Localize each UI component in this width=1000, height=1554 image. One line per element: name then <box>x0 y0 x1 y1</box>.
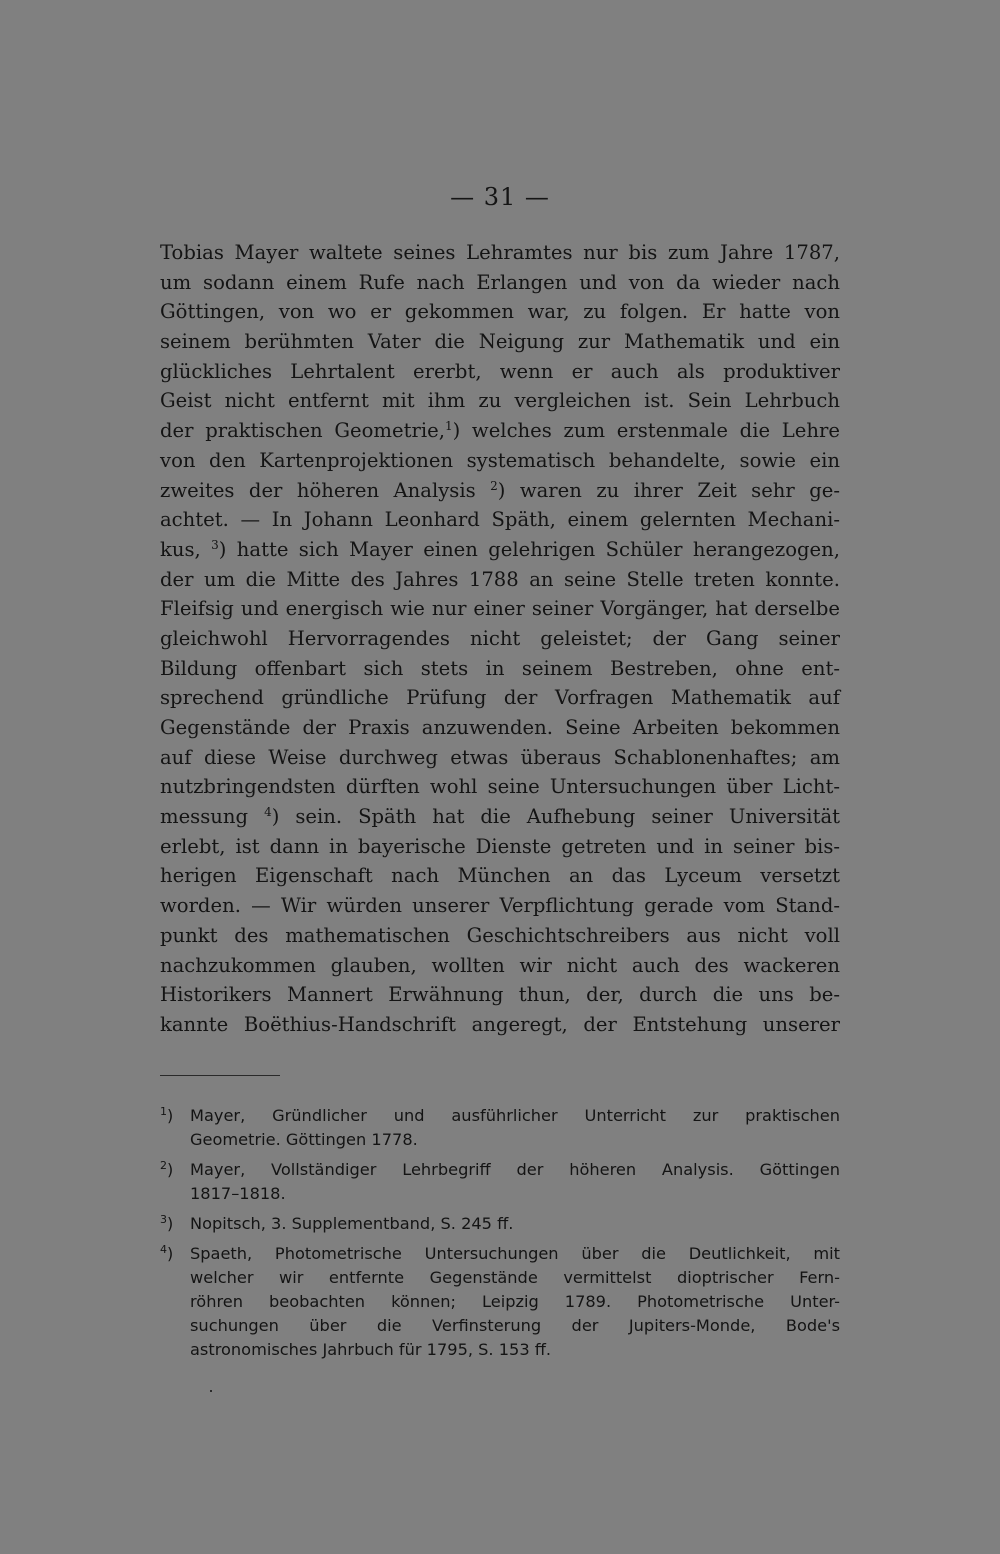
footnote-line: Spaeth, Photometrische Untersuchungen über die Deutlichkeit, mit <box>190 1244 840 1263</box>
footnotes <box>160 1104 840 1368</box>
body-line: nachzukommen glauben, wollten wir nicht auch des wackeren <box>160 953 840 977</box>
body-text <box>160 238 840 1040</box>
footnote-line: welcher wir entfernte Gegenstände vermittelst dioptrischer Fern- <box>190 1268 840 1287</box>
footnote-ref: 3 <box>211 537 219 552</box>
footnote-ref: 1 <box>444 419 453 434</box>
footnote-line: Geometrie. Göttingen 1778. <box>190 1130 418 1149</box>
body-line: der um die Mitte des Jahres 1788 an seine Stelle treten konnte. <box>160 567 840 591</box>
body-line: seinem berühmten Vater die Neigung zur Mathematik und ein <box>160 330 840 354</box>
body-line: achtet. — In Johann Leonhard Späth, einem gelernten Mechani- <box>160 508 840 532</box>
body-line: um sodann einem Rufe nach Erlangen und von da wieder nach <box>160 270 840 294</box>
body-line: auf diese Weise durchweg etwas überaus Schablonenhaftes; am <box>160 745 840 769</box>
body-line: von den Kartenprojektionen systematisch behandelte, sowie ein <box>160 448 840 472</box>
footnote-mark: $^1$) <box>160 1105 174 1125</box>
footnote-ref: 2 <box>490 478 498 493</box>
body-line: sprechend gründliche Prüfung der Vorfragen Mathematik auf <box>160 686 840 710</box>
footnote-line: röhren beobachten können; Leipzig 1789. Photometrische Unter- <box>190 1292 840 1311</box>
footnote <box>160 1212 840 1236</box>
body-line: Tobias Mayer waltete seines Lehramtes nur bis zum Jahre 1787, <box>160 241 840 264</box>
body-line: zweites der höheren Analysis $^2$) waren zu ihrer Zeit sehr ge- <box>160 478 840 502</box>
footnote-mark: $^3$) <box>160 1213 174 1233</box>
body-line: Göttingen, von wo er gekommen war, zu folgen. Er hatte von <box>160 300 840 324</box>
body-line: Historikers Mannert Erwähnung thun, der, durch die uns be- <box>160 983 840 1007</box>
footnote-separator <box>160 1075 280 1076</box>
footnote-mark: $^4$) <box>160 1243 174 1263</box>
body-line: worden. — Wir würden unserer Verpflichtung gerade vom Stand- <box>160 894 840 918</box>
footnote-line: Mayer, Vollständiger Lehrbegriff der höheren Analysis. Göttingen <box>190 1160 840 1179</box>
footnote-mark: $^2$) <box>160 1159 174 1179</box>
footnote-ref: 4 <box>264 805 272 820</box>
footnote <box>160 1104 840 1152</box>
body-line: nutzbringendsten dürften wohl seine Untersuchungen über Licht- <box>160 775 840 799</box>
footnote-line: Nopitsch, 3. Supplementband, S. 245 ff. <box>190 1214 514 1233</box>
print-speck <box>210 1390 212 1392</box>
body-line: kannte Boëthius-Handschrift angeregt, der Entstehung unserer <box>160 1012 840 1036</box>
body-line: Bildung offenbart sich stets in seinem Bestreben, ohne ent- <box>160 656 840 680</box>
body-line: der praktischen Geometrie,$^1$) welches zum erstenmale die Lehre <box>160 419 840 443</box>
body-line: punkt des mathematischen Geschichtschreibers aus nicht voll <box>160 923 840 947</box>
body-line: herigen Eigenschaft nach München an das Lyceum versetzt <box>160 864 840 888</box>
page-number: — 31 — <box>450 183 550 211</box>
body-line: gleichwohl Hervorragendes nicht geleistet; der Gang seiner <box>160 626 840 650</box>
body-line: messung $^4$) sein. Späth hat die Aufhebung seiner Universität <box>160 805 841 829</box>
footnote-line: Mayer, Gründlicher und ausführlicher Unterricht zur praktischen <box>190 1106 840 1125</box>
body-line: Geist nicht entfernt mit ihm zu vergleichen ist. Sein Lehrbuch <box>160 389 840 413</box>
footnote-line: suchungen über die Verfinsterung der Jupiters-Monde, Bode's <box>190 1316 840 1335</box>
body-line: kus, $^3$) hatte sich Mayer einen gelehrigen Schüler herangezogen, <box>160 537 840 561</box>
footnote-line: 1817–1818. <box>190 1184 286 1203</box>
body-line: Gegenstände der Praxis anzuwenden. Seine Arbeiten bekommen <box>160 716 840 739</box>
footnote-line: astronomisches Jahrbuch für 1795, S. 153 ff. <box>190 1340 552 1359</box>
footnote <box>160 1158 840 1206</box>
footnote <box>160 1242 840 1362</box>
body-line: erlebt, ist dann in bayerische Dienste getreten und in seiner bis- <box>160 834 840 858</box>
body-line: Fleifsig und energisch wie nur einer seiner Vorgänger, hat derselbe <box>160 597 840 621</box>
body-line: glückliches Lehrtalent ererbt, wenn er auch als produktiver <box>160 359 840 383</box>
